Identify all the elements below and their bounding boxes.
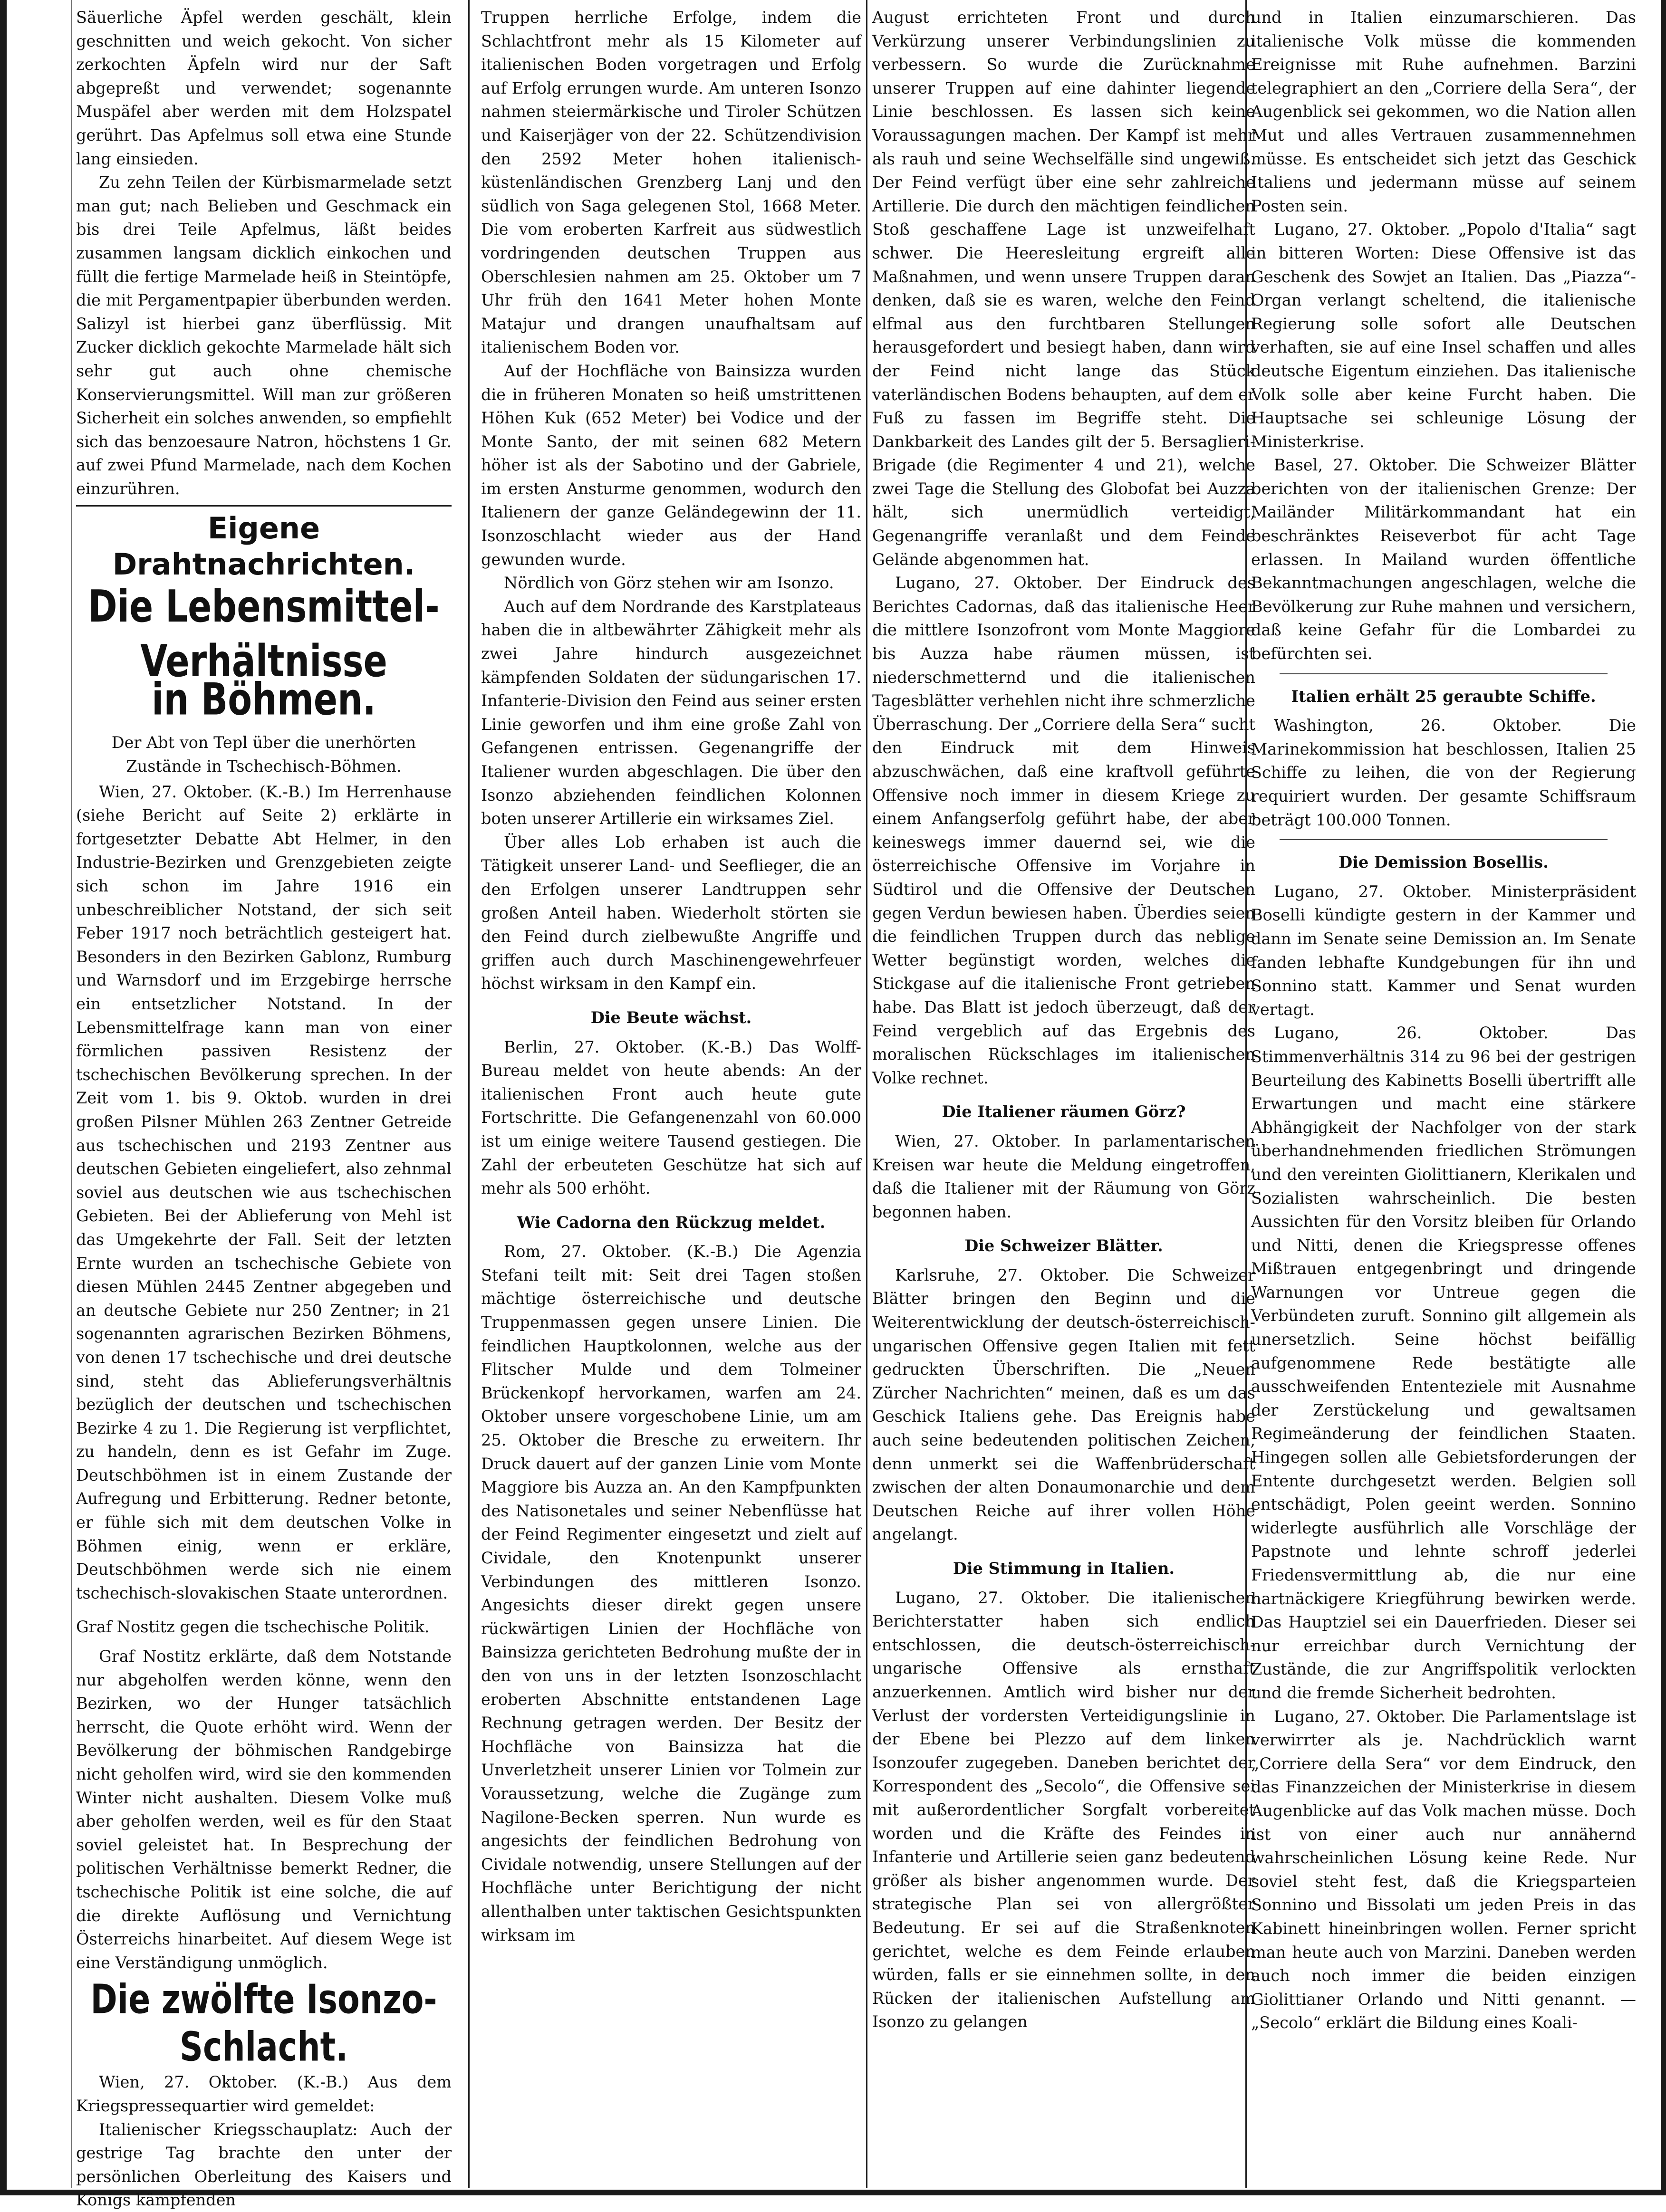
article-paragraph: Wien, 27. Oktober. (K.-B.) Im Herrenhause (siehe Bericht auf Seite 2) erklärte in fortgesetzter Debatte Abt Helmer, in den Industrie-Bezirken und Grenzgebieten zeigte sich schon im Jahre 1916 ein unbeschreiblicher Notstand, der sich seit Feber 1917 noch beträchtlich gesteigert hat. Besonders in den Bezirken Gablonz, Rumburg und Warnsdorf und im Erzgebirge herrsche ein entsetzlicher Notstand. In der Lebensmittelfrage kann man von einer förmlichen passiven Resistenz der tschechischen Bevölkerung sprechen. In der Zeit vom 1. bis 9. Oktob. wurden in drei großen Pilsner Mühlen 263 Zentner Getreide aus tschechischen und 2193 Zentner aus deutschen Gebieten eingeliefert, also zehnmal soviel aus deutschen wie aus tschechischen Gebieten. Bei der Ablieferung von Mehl ist das Umgekehrte der Fall. Seit der letzten Ernte wurden an tschechische Gebiete von diesen Mühlen 2445 Zentner abgegeben und an deutsche Gebiete nur 250 Zentner; in 21 sogenannten agrarischen Bezirken Böhmens, von denen 17 tschechische und drei deutsche sind, steht das Ablieferungsverhältnis bezüglich der deutschen und tschechischen Bezirke 4 zu 1. Die Regierung ist verpflichtet, zu handeln, denn es ist Gefahr im Zuge. Deutschböhmen ist in einem Zustande der Aufregung und Erbitterung. Redner betonte, er fühle sich mit dem deutschen Volke in Böhmen einig, wenn er erkläre, Deutschböhmen werde sich nie einem tschechisch-slovakischen Staate unterordnen.	[76, 782, 452, 1602]
article-paragraph: Über alles Lob erhaben ist auch die Tätigkeit unserer Land- und Seeflieger, die an den Erfolgen unserer Landtruppen sehr großen Anteil haben. Wiederholt störten sie den Feind durch zielbewußte Angriffe und griffen auch durch Maschinengewehrfeuer höchst wirksam in den Kampf ein.	[481, 833, 861, 993]
article-paragraph: Auf der Hochfläche von Bainsizza wurden die in früheren Monaten so heiß umstrittenen Höhen Kuk (652 Meter) bei Vodice und der Monte Santo, der mit seinen 682 Metern höher ist als der Sabotino und der Gabriele, im ersten Ansturme genommen, wodurch den Italienern der ganze Geländegewinn der 11. Isonzoschlacht wieder aus der Hand gewunden wurde.	[481, 361, 861, 569]
article-paragraph: Karlsruhe, 27. Oktober. Die Schweizer Blätter bringen den Beginn und die Weiterentwicklung der deutsch-österreichisch-ungarischen Offensive gegen Italien mit fett gedruckten Überschriften. Die „Neuen Zürcher Nachrichten“ meinen, daß es um das Geschick Italiens gehe. Das Ereignis habe auch seine bedeutenden politischen Zeichen, denn unmerkt sei die Waffenbrüderschaft zwischen der alten Donaumonarchie und dem Deutschen Reiche auf ihrer vollen Höhe angelangt.	[872, 1265, 1255, 1544]
column-1	[76, 6, 452, 2210]
intro-paragraph: Zu zehn Teilen der Kürbismarmelade setzt man gut; nach Belieben und Geschmack ein bis drei Teile Apfelmus, läßt beides zusammen langsam dicklich einkochen und füllt die fertige Marmelade heiß in Steintöpfe, die mit Pergamentpapier überbunden werden. Salizyl ist hierbei ganz überflüssig. Mit Zucker dicklich gekochte Marmelade hält sich sehr gut auch ohne chemische Konservierungsmittel. Will man zur größeren Sicherheit ein solches anwenden, so empfiehlt sich das benzoesaure Natron, höchstens 1 Gr. auf zwei Pfund Marmelade, nach dem Kochen einzurühren.	[76, 173, 452, 498]
article-paragraph: Washington, 26. Oktober. Die Marinekommission hat beschlossen, Italien 25 Schiffe zu leihen, die von der Regierung requiriert wurden. Der gesamte Schiffsraum beträgt 100.000 Tonnen.	[1251, 716, 1636, 829]
article-paragraph: Lugano, 26. Oktober. Das Stimmenverhältnis 314 zu 96 bei der gestrigen Beurteilung des Kabinetts Boselli übertrifft alle Erwartungen und macht eine stärkere Abhängigkeit der Nachfolger von der stark überhandnehmenden friedlichen Strömungen und den vereinten Giolittianern, Klerikalen und Sozialisten wahrscheinlich. Die besten Aussichten für den Vorsitz bleiben für Orlando und Nitti, denen die Kriegspresse offenes Mißtrauen entgegenbringt und dringende Warnungen vor Untreue gegen die Verbündeten zuruft. Sonnino gilt allgemein als unersetzlich. Seine höchst beifällig aufgenommene Rede bestätigte alle ausschweifenden Ententeziele mit Ausnahme der Zerstückelung und gewaltsamen Regimeänderung der feindlichen Staaten. Hingegen sollen alle Gebietsforderungen der Entente durchgesetzt werden. Belgien soll entschädigt, Polen geeint werden. Sonnino widerlegte ausführlich alle Vorschläge der Papstnote und lehnte schroff jederlei Friedensvermittlung ab, die nur eine hartnäckigere Kriegführung bewirken werde. Das Hauptziel sei ein Dauerfrieden. Dieser sei nur erreichbar durch Vernichtung der Zustände, die zur Angriffspolitik verlockten und die fremde Sicherheit bedrohten.	[1251, 1024, 1636, 1702]
article-paragraph: Lugano, 27. Oktober. Die italienischen Berichterstatter haben sich endlich entschlossen, die deutsch-österreichisch-ungarische Offensive als ernsthaft anzuerkennen. Amtlich wird bisher nur der Verlust der vordersten Verteidigungslinie in der Ebene bei Plezzo auf dem linken Isonzoufer zugegeben. Daneben berichtet der Korrespondent des „Secolo“, die Offensive sei mit außerordentlicher Sorgfalt vorbereitet worden und die Kräfte des Feindes in Infanterie und Artillerie seien ganz bedeutend größer als bisher angenommen wurde. Der strategische Plan sei von allergrößter Bedeutung. Er sei auf die Straßenknoten gerichtet, welche es dem Feinde erlauben würden, falls er sie einnehmen sollte, in den Rücken der italienischen Aufstellung am Isonzo zu gelangen	[872, 1588, 1255, 2031]
column-2	[481, 6, 861, 2170]
headline-line-1: Die Lebensmittel-Verhältnisse	[88, 581, 440, 687]
article-paragraph: Wien, 27. Oktober. In parlamentarischen Kreisen war heute die Meldung eingetroffen, daß die Italiener mit der Räumung von Görz begonnen haben.	[872, 1131, 1255, 1221]
subheading: Die Italiener räumen Görz?	[942, 1102, 1186, 1121]
column-4	[1251, 6, 1636, 2170]
intro-paragraph: Säuerliche Äpfel werden geschält, klein geschnitten und weich gekocht. Von sicher zerkochten Äpfeln wird nur der Saft abgepreßt und verwendet; sogenannte Muspäfel aber werden mit dem Holzspatel gerührt. Das Apfelmus soll etwa eine Stunde lang einsieden.	[76, 8, 452, 168]
scan-edge-right	[1661, 0, 1666, 2195]
article-paragraph: Lugano, 27. Oktober. Die Parlamentslage ist verwirrter als je. Nachdrücklich warnt „Corriere della Sera“ vor dem Eindruck, den das Finanzzeichen der Ministerkrise in diesem Augenblicke auf das Volk machen müsse. Doch ist von einer auch nur annähernd wahrscheinlichen Lösung keine Rede. Nur soviel steht fest, daß die Kriegsparteien Sonnino und Bissolati um jeden Preis in das Kabinett hineinbringen wollen. Ferner spricht man heute auch von Marzini. Daneben werden auch noch immer die beiden einzigen Giolittianer Orlando und Nitti genannt. — „Secolo“ erklärt die Bildung eines Koali-	[1251, 1707, 1636, 2032]
divider	[76, 505, 452, 507]
subheading: Die Demission Bosellis.	[1339, 853, 1549, 872]
headline-isonzo: Die zwölfte Isonzo-Schlacht.	[90, 1976, 437, 2071]
article-paragraph: Berlin, 27. Oktober. (K.-B.) Das Wolff-Bureau meldet von heute abends: An der italienischen Front auch heute gute Fortschritte. Die Gefangenenzahl von 60.000 ist um einige weitere Tausend gestiegen. Die Zahl der erbeuteten Geschütze hat sich auf mehr als 500 erhöht.	[481, 1037, 861, 1198]
article-paragraph: Italienischer Kriegsschauplatz: Auch der gestrige Tag brachte den unter der persönlichen Oberleitung des Kaisers und Königs kämpfenden	[76, 2120, 452, 2210]
column-rule-2	[866, 0, 867, 2188]
subheading: Wie Cadorna den Rückzug meldet.	[517, 1213, 826, 1232]
headline-dek: Der Abt von Tepl über die unerhörten Zustände in Tschechisch-Böhmen.	[111, 733, 416, 776]
article-paragraph: Truppen herrliche Erfolge, indem die Schlachtfront mehr als 15 Kilometer auf italienischen Boden vorgetragen und Erfolg auf Erfolg errungen wurde. Am unteren Isonzo nahmen steiermärkische und Tiroler Schützen und Kaiserjäger von der 22. Schützendivision den 2592 Meter hohen italienisch-küstenländischen Grenzberg Lanj und den südlich von Saga gelegenen Stol, 1668 Meter. Die vom eroberten Karfreit aus südwestlich vordringenden deutschen Truppen aus Oberschlesien nahmen am 25. Oktober um 7 Uhr früh den 1641 Meter hohen Monte Matajur und drangen unaufhaltsam auf italienischem Boden vor.	[481, 8, 861, 357]
article-paragraph: Graf Nostitz erklärte, daß dem Notstande nur abgeholfen werden könne, wenn den Bezirken, wo der Hunger tatsächlich herrscht, die Quote erhöht wird. Wenn der Bevölkerung der böhmischen Randgebirge nicht geholfen wird, wird sie den kommenden Winter nicht aushalten. Diesem Volke muß aber geholfen werden, weil es für den Staat soviel geleistet hat. In Besprechung der politischen Verhältnisse bemerkt Redner, die tschechische Politik ist eine solche, die auf die direkte Auflösung und Vernichtung Österreichs hinarbeitet. Auf diesem Wege ist eine Verständigung unmöglich.	[76, 1647, 452, 1972]
article-paragraph: und in Italien einzumarschieren. Das italienische Volk müsse die kommenden Ereignisse mit Ruhe aufnehmen. Barzini telegraphiert an den „Corriere della Sera“, der Augenblick sei gekommen, wo die Nation allen Mut und alles Vertrauen zusammennehmen müsse. Es entscheidet sich jetzt das Geschick Italiens und jedermann müsse auf seinem Posten sein.	[1251, 8, 1636, 215]
article-paragraph: August errichteten Front und durch Verkürzung unserer Verbindungslinien zu verbessern. So wurde die Zurücknahme unserer Truppen auf eine dahinter liegende Linie beschlossen. Es lassen sich keine Voraussagungen machen. Der Kampf ist mehr als rauh und seine Wechselfälle sind ungewiß. Der Feind verfügt über eine sehr zahlreiche Artillerie. Die durch den mächtigen feindlichen Stoß geschaffene Lage ist unzweifelhaft schwer. Die Heeresleitung ergreift alle Maßnahmen, und wenn unsere Truppen daran denken, daß sie es waren, welche den Feind elfmal aus den furchtbaren Stellungen herausgefordert und besiegt haben, dann wird der Feind nicht lange das Stück vaterländischen Bodens behaupten, auf dem er Fuß zu fassen im Begriffe steht. Die Dankbarkeit des Landes gilt der 5. Bersaglieri-Brigade (die Regimenter 4 und 21), welche zwei Tage die Stellung des Globofat bei Auzza hält, sich unermüdlich verteidigt, Gegenangriffe veranlaßt und dem Feinde Gelände abgenommen hat.	[872, 8, 1255, 569]
article-paragraph: Rom, 27. Oktober. (K.-B.) Die Agenzia Stefani teilt mit: Seit drei Tagen stoßen mächtige österreichische und deutsche Truppenmassen gegen unsere Linien. Die feindlichen Hauptkolonnen, welche aus der Flitscher Mulde und dem Tolmeiner Brückenkopf hervorkamen, warfen am 24. Oktober unsere vorgeschobene Linie, um am 25. Oktober die Bresche zu erweitern. Ihr Druck dauert auf der ganzen Linie vom Monte Maggiore bis Auzza an. An den Kampfpunkten des Natisonetales und seiner Nebenflüsse hat der Feind Regimenter eingesetzt und zielt auf Cividale, den Knotenpunkt unserer Verbindungen des mittleren Isonzo. Angesichts dieser direkt gegen unsere rückwärtigen Linien der Hochfläche von Bainsizza gerichteten Bedrohung mußte der in den von uns in der letzten Isonzoschlacht eroberten Abschnitte entstandenen Lage Rechnung getragen werden. Der Besitz der Hochfläche von Bainsizza hat die Unverletzheit unserer Linien vor Tolmein zur Voraussetzung, welche die Zugänge zum Nagilone-Becken sperren. Nun wurde es angesichts der feindlichen Bedrohung von Cividale notwendig, unsere Stellungen auf der Hochfläche unter Berichtigung der nicht allenthalben unter taktischen Gesichtspunkten wirksam im	[481, 1242, 861, 1944]
article-paragraph: Nördlich von Görz stehen wir am Isonzo.	[504, 574, 834, 593]
section-heading: Eigene Drahtnachrichten.	[112, 511, 415, 582]
subheading: Italien erhält 25 geraubte Schiffe.	[1291, 687, 1596, 706]
article-paragraph: Lugano, 27. Oktober. „Popolo d'Italia“ sagt in bitteren Worten: Diese Offensive ist das Geschenk des Sowjet an Italien. Das „Piazza“-Organ verlangt scheltend, die italienische Regierung solle sofort alle Deutschen verhaften, sie auf eine Insel schaffen und alles deutsche Eigentum einziehen. Das italienische Volk solle aber keine Furcht haben. Die Hauptsache sei schleunige Lösung der Ministerkrise.	[1251, 220, 1636, 451]
divider	[1280, 673, 1608, 674]
article-paragraph: Lugano, 27. Oktober. Der Eindruck des Berichtes Cadornas, daß das italienische Heer die mittlere Isonzofront vom Monte Maggiore bis Auzza habe räumen müssen, ist niederschmetternd und die italienischen Tagesblätter verhehlen nicht ihre schmerzliche Überraschung. Der „Corriere della Sera“ sucht den Eindruck mit dem Hinweis abzuschwächen, daß eine kraftvoll geführte Offensive noch immer in diesem Kriege zu einem Anfangserfolg geführt habe, der aber keineswegs immer dauernd sei, wie die österreichische Offensive im Vorjahre in Südtirol und die Offensive der Deutschen gegen Verdun bewiesen haben. Überdies seien die feindlichen Truppen durch das neblige Wetter begünstigt worden, welches die Stickgase auf die italienische Front getrieben habe. Das Blatt ist jedoch überzeugt, daß der Feind vergeblich auf das Ergebnis des moralischen Rückschlages im italienischen Volke rechnet.	[872, 574, 1255, 1087]
divider	[1280, 839, 1608, 840]
subheading: Graf Nostitz gegen die tschechische Politik.	[76, 1618, 430, 1637]
article-paragraph: Wien, 27. Oktober. (K.-B.) Aus dem Kriegspressequartier wird gemeldet:	[76, 2073, 452, 2115]
scan-edge-left	[0, 0, 7, 2195]
column-3	[872, 6, 1255, 2170]
article-paragraph: Lugano, 27. Oktober. Ministerpräsident Boselli kündigte gestern in der Kammer und dann im Senate seine Demission an. Im Senate fanden lebhafte Kundgebungen für ihn und Sonnino statt. Kammer und Senat wurden vertagt.	[1251, 882, 1636, 1019]
article-paragraph: Auch auf dem Nordrande des Karstplateaus haben die in altbewährter Zähigkeit mehr als zwei Jahre hindurch ausgezeichnet kämpfenden Soldaten der südungarischen 17. Infanterie-Division den Feind aus seiner ersten Linie geworfen und ihm eine große Zahl von Gefangenen entrissen. Gegenangriffe der Italiener wurden abgeschlagen. Die über den Isonzo abziehenden feindlichen Kolonnen boten unserer Artillerie ein wirksames Ziel.	[481, 597, 861, 828]
left-margin-rule	[71, 0, 72, 2188]
headline-block	[76, 581, 452, 726]
headline-line-2: in Böhmen.	[152, 674, 376, 726]
subheading: Die Stimmung in Italien.	[953, 1559, 1175, 1578]
subheading: Die Schweizer Blätter.	[964, 1236, 1163, 1255]
article-paragraph: Basel, 27. Oktober. Die Schweizer Blätter berichten von der italienischen Grenze: Der Mailänder Militärkommandant hat ein beschränktes Reiseverbot für acht Tage erlassen. In Mailand wurden öffentliche Bekanntmachungen angeschlagen, welche die Bevölkerung zur Ruhe mahnen und versichern, daß keine Gefahr für die Lombardei zu befürchten sei.	[1251, 456, 1636, 663]
column-rule-1	[468, 0, 470, 2188]
subheading: Die Beute wächst.	[590, 1008, 752, 1027]
